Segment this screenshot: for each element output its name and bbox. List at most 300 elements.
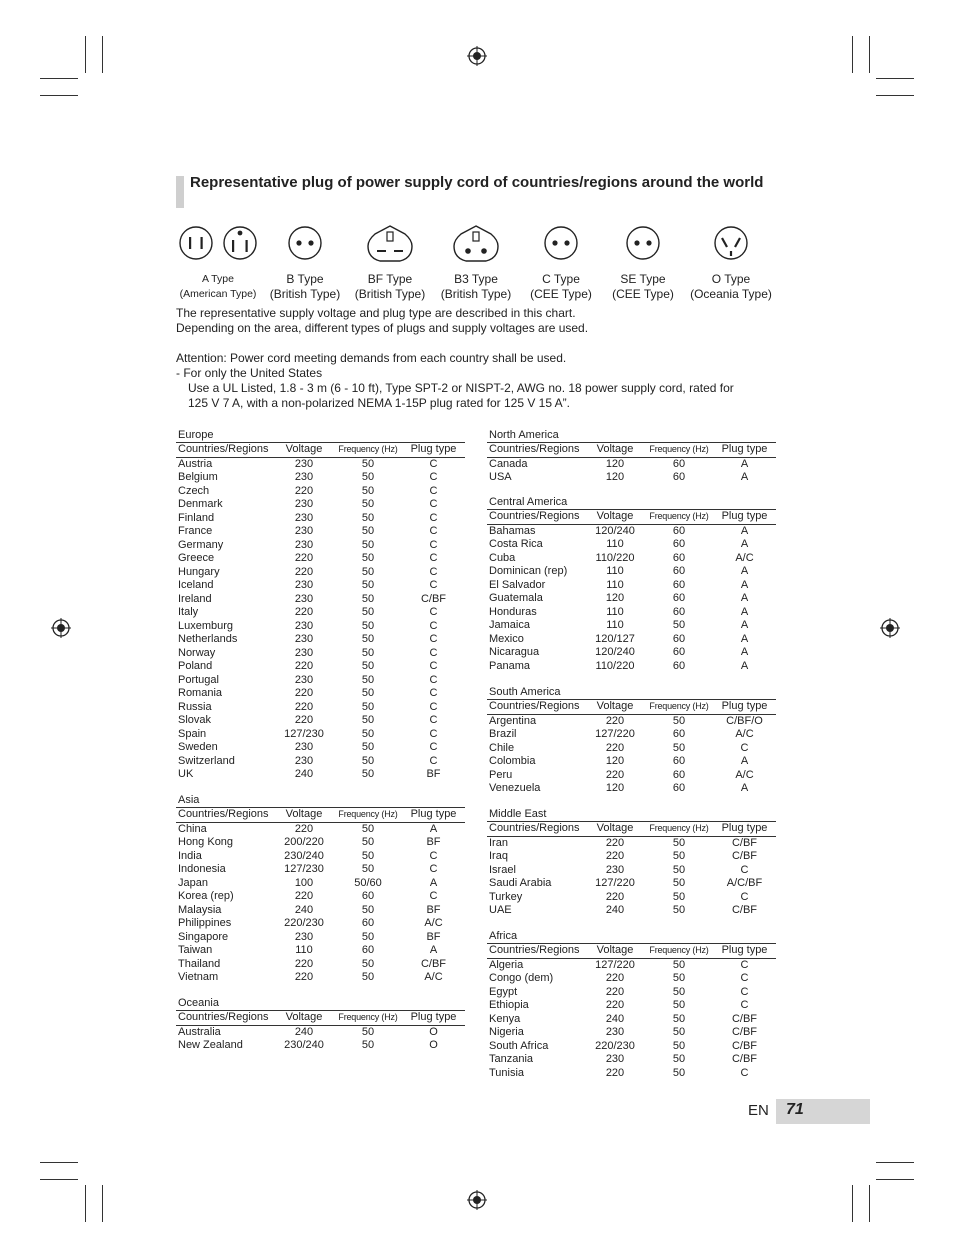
country-cell: Tunisia xyxy=(489,1066,525,1079)
header-country: Countries/Regions xyxy=(487,510,585,525)
plug-table xyxy=(176,1010,465,1053)
plug-type-cell: C xyxy=(429,538,438,551)
plug-c-sublabel: (CEE Type) xyxy=(530,287,592,301)
plug-type-cell: C/BF xyxy=(731,1026,758,1039)
section-africa xyxy=(487,930,776,1080)
frequency-cell: 60 xyxy=(361,890,375,903)
section-oceania xyxy=(176,997,465,1053)
table-row xyxy=(487,904,776,918)
attention-line: Attention: Power cord meeting demands from each country shall be used. xyxy=(176,351,567,365)
header-frequency: Frequency (Hz) xyxy=(645,822,713,837)
country-cell: India xyxy=(178,849,202,862)
frequency-cell: 50 xyxy=(361,930,375,943)
header-country: Countries/Regions xyxy=(176,808,274,823)
registration-mark-icon xyxy=(467,1190,487,1210)
plug-se-sublabel: (CEE Type) xyxy=(612,287,674,301)
country-cell: Japan xyxy=(178,876,208,889)
frequency-cell: 50 xyxy=(361,903,375,916)
table-row xyxy=(176,701,465,715)
header-plug-type: Plug type xyxy=(402,1011,465,1026)
plug-se-icon xyxy=(623,224,663,264)
voltage-cell: 220 xyxy=(294,687,314,700)
frequency-cell: 50 xyxy=(361,484,375,497)
voltage-cell: 220 xyxy=(605,972,625,985)
frequency-cell: 50 xyxy=(361,592,375,605)
voltage-cell: 220 xyxy=(294,714,314,727)
table-header xyxy=(176,808,465,823)
header-frequency: Frequency (Hz) xyxy=(645,443,713,458)
table-row xyxy=(176,890,465,904)
frequency-cell: 60 xyxy=(672,524,686,537)
frequency-cell: 50 xyxy=(361,687,375,700)
header-country: Countries/Regions xyxy=(487,822,585,837)
plug-type-cell: A xyxy=(429,822,438,835)
header-plug-type: Plug type xyxy=(713,700,776,715)
country-cell: Indonesia xyxy=(178,863,226,876)
country-cell: Algeria xyxy=(489,958,524,971)
plug-type-cell: A/C xyxy=(735,551,754,564)
table-row xyxy=(176,755,465,769)
header-voltage: Voltage xyxy=(274,1011,334,1026)
section-south-america xyxy=(487,686,776,796)
header-frequency: Frequency (Hz) xyxy=(645,510,713,525)
country-cell: Argentina xyxy=(489,714,537,727)
frequency-cell: 60 xyxy=(672,755,686,768)
voltage-cell: 230 xyxy=(294,619,314,632)
frequency-cell: 50 xyxy=(672,958,686,971)
voltage-cell: 120 xyxy=(605,457,625,470)
country-cell: Philippines xyxy=(178,917,232,930)
country-cell: Vietnam xyxy=(178,971,219,984)
table-row xyxy=(487,1026,776,1040)
country-cell: El Salvador xyxy=(489,578,546,591)
frequency-cell: 50 xyxy=(672,1066,686,1079)
plug-type-cell: BF xyxy=(426,903,441,916)
table-header xyxy=(487,700,776,715)
voltage-cell: 230 xyxy=(294,511,314,524)
voltage-cell: 220/230 xyxy=(595,1039,635,1052)
table-row xyxy=(176,552,465,566)
country-cell: Spain xyxy=(178,727,207,740)
table-row xyxy=(176,931,465,945)
voltage-cell: 220/230 xyxy=(284,917,324,930)
voltage-cell: 220 xyxy=(605,985,625,998)
plug-b-icon xyxy=(285,224,325,264)
country-cell: Iceland xyxy=(178,579,214,592)
plug-type-cell: A xyxy=(429,876,438,889)
frequency-cell: 60 xyxy=(672,659,686,672)
plug-b3-label: B3 Type xyxy=(454,272,498,286)
plug-type-cell: C/BF xyxy=(731,1012,758,1025)
header-frequency: Frequency (Hz) xyxy=(645,700,713,715)
table-row xyxy=(176,512,465,526)
table-row xyxy=(487,538,776,552)
plug-type-cell: C xyxy=(429,498,438,511)
plug-type-cell: C xyxy=(740,1066,749,1079)
frequency-cell: 50 xyxy=(361,525,375,538)
voltage-cell: 120/240 xyxy=(595,524,635,537)
frequency-cell: 50 xyxy=(361,1025,375,1038)
header-plug-type: Plug type xyxy=(713,443,776,458)
frequency-cell: 50 xyxy=(672,1039,686,1052)
voltage-cell: 220 xyxy=(605,836,625,849)
table-row xyxy=(176,741,465,755)
section-central-america xyxy=(487,496,776,673)
frequency-cell: 50 xyxy=(361,619,375,632)
table-row xyxy=(487,1053,776,1067)
header-plug-type: Plug type xyxy=(402,808,465,823)
table-row xyxy=(176,850,465,864)
plug-type-cell: C xyxy=(429,849,438,862)
table-header xyxy=(487,822,776,837)
voltage-cell: 220 xyxy=(294,822,314,835)
plug-type-cell: C xyxy=(429,457,438,470)
plug-type-cell: A xyxy=(740,755,749,768)
intro-line: Depending on the area, different types of plugs and supply voltages are used. xyxy=(176,321,589,335)
plug-type-cell: C xyxy=(429,741,438,754)
plug-c-icon xyxy=(541,224,581,264)
table-row xyxy=(176,457,465,471)
country-cell: Czech xyxy=(178,484,210,497)
plug-c-label: C Type xyxy=(542,272,580,286)
country-cell: Honduras xyxy=(489,605,537,618)
voltage-cell: 220 xyxy=(294,606,314,619)
plug-type-cell: C/BF xyxy=(731,836,758,849)
voltage-cell: 120/240 xyxy=(595,646,635,659)
voltage-cell: 127/220 xyxy=(595,728,635,741)
plug-type-cell: C xyxy=(740,972,749,985)
plug-table xyxy=(176,442,465,782)
voltage-cell: 127/230 xyxy=(284,863,324,876)
section-asia xyxy=(176,794,465,985)
country-cell: Italy xyxy=(178,606,199,619)
table-row xyxy=(176,714,465,728)
country-cell: Chile xyxy=(489,741,515,754)
plug-type-cell: C xyxy=(429,511,438,524)
country-cell: Romania xyxy=(178,687,223,700)
attention-line: 125 V 7 A, with a non-polarized NEMA 1-15P plug rated for 125 V 15 A”. xyxy=(188,396,571,410)
plug-type-cell: C xyxy=(429,606,438,619)
plug-table xyxy=(487,821,776,918)
table-row xyxy=(487,592,776,606)
country-cell: Singapore xyxy=(178,930,229,943)
section-name: Europe xyxy=(178,429,214,441)
country-cell: Denmark xyxy=(178,498,223,511)
table-row xyxy=(487,1067,776,1081)
plug-type-cell: A/C/BF xyxy=(726,877,763,890)
plug-type-cell: A xyxy=(740,471,749,484)
country-cell: Australia xyxy=(178,1025,221,1038)
frequency-cell: 60 xyxy=(672,728,686,741)
voltage-cell: 127/230 xyxy=(284,727,324,740)
voltage-cell: 230 xyxy=(294,741,314,754)
frequency-cell: 50 xyxy=(361,727,375,740)
intro-line: The representative supply voltage and plug type are described in this chart. xyxy=(176,306,576,320)
country-cell: Costa Rica xyxy=(489,538,543,551)
plug-o xyxy=(684,224,778,302)
plug-type-cell: C/BF xyxy=(731,1039,758,1052)
voltage-cell: 220 xyxy=(294,971,314,984)
table-row xyxy=(176,660,465,674)
plug-type-cell: C xyxy=(429,633,438,646)
country-cell: Nicaragua xyxy=(489,646,540,659)
frequency-cell: 50 xyxy=(672,999,686,1012)
plug-type-cell: A/C xyxy=(735,768,754,781)
frequency-cell: 50 xyxy=(361,863,375,876)
section-name: North America xyxy=(489,429,559,441)
voltage-cell: 230 xyxy=(605,1026,625,1039)
voltage-cell: 220 xyxy=(294,484,314,497)
voltage-cell: 230 xyxy=(294,673,314,686)
voltage-cell: 220 xyxy=(294,660,314,673)
table-row xyxy=(487,1013,776,1027)
header-voltage: Voltage xyxy=(585,822,645,837)
country-cell: Jamaica xyxy=(489,619,530,632)
plug-type-cell: A xyxy=(740,524,749,537)
plug-type-cell: C xyxy=(740,999,749,1012)
voltage-cell: 230 xyxy=(294,525,314,538)
country-cell: Taiwan xyxy=(178,944,213,957)
frequency-cell: 50 xyxy=(361,768,375,781)
table-row xyxy=(487,850,776,864)
table-row xyxy=(487,552,776,566)
frequency-cell: 60 xyxy=(672,457,686,470)
table-row xyxy=(176,620,465,634)
table-header xyxy=(487,443,776,458)
attention-line: - For only the United States xyxy=(176,366,323,380)
table-row xyxy=(176,971,465,985)
table-row xyxy=(176,485,465,499)
table-row xyxy=(176,566,465,580)
plug-table xyxy=(487,509,776,673)
header-frequency: Frequency (Hz) xyxy=(334,443,402,458)
plug-se-label: SE Type xyxy=(620,272,666,286)
plug-a-label: A Type xyxy=(202,273,234,285)
country-cell: Greece xyxy=(178,552,215,565)
plug-type-cell: C xyxy=(429,471,438,484)
table-row xyxy=(176,822,465,836)
country-cell: Cuba xyxy=(489,551,516,564)
frequency-cell: 50 xyxy=(361,714,375,727)
section-name: Central America xyxy=(489,496,568,508)
header-voltage: Voltage xyxy=(274,443,334,458)
voltage-cell: 120 xyxy=(605,755,625,768)
plug-type-cell: C xyxy=(429,754,438,767)
voltage-cell: 220 xyxy=(294,700,314,713)
plug-type-cell: C xyxy=(429,525,438,538)
frequency-cell: 60 xyxy=(361,917,375,930)
table-row xyxy=(487,646,776,660)
plug-o-sublabel: (Oceania Type) xyxy=(690,287,772,301)
voltage-cell: 230 xyxy=(294,930,314,943)
header-country: Countries/Regions xyxy=(176,443,274,458)
frequency-cell: 50 xyxy=(361,633,375,646)
voltage-cell: 127/220 xyxy=(595,958,635,971)
header-frequency: Frequency (Hz) xyxy=(334,1011,402,1026)
table-row xyxy=(487,742,776,756)
table-row xyxy=(176,579,465,593)
frequency-cell: 50 xyxy=(672,850,686,863)
country-cell: Netherlands xyxy=(178,633,238,646)
header-country: Countries/Regions xyxy=(487,944,585,959)
table-row xyxy=(176,836,465,850)
plug-type-cell: C/BF xyxy=(731,850,758,863)
page-number: 71 xyxy=(786,1101,804,1118)
frequency-cell: 60 xyxy=(672,646,686,659)
plug-type-cell: C/BF xyxy=(420,957,447,970)
plug-type-cell: O xyxy=(429,1025,438,1038)
table-row xyxy=(487,457,776,471)
voltage-cell: 220 xyxy=(605,999,625,1012)
header-voltage: Voltage xyxy=(585,443,645,458)
country-cell: Slovak xyxy=(178,714,212,727)
frequency-cell: 50 xyxy=(672,890,686,903)
country-cell: China xyxy=(178,822,207,835)
section-name: South America xyxy=(489,686,561,698)
plug-type-cell: C xyxy=(429,673,438,686)
frequency-cell: 60 xyxy=(672,768,686,781)
voltage-cell: 220 xyxy=(605,714,625,727)
frequency-cell: 60 xyxy=(672,782,686,795)
voltage-cell: 220 xyxy=(294,957,314,970)
frequency-cell: 50 xyxy=(361,849,375,862)
plug-type-cell: A xyxy=(740,565,749,578)
plug-type-cell: C xyxy=(429,700,438,713)
frequency-cell: 50 xyxy=(361,700,375,713)
plug-type-cell: A/C xyxy=(424,917,443,930)
voltage-cell: 220 xyxy=(605,1066,625,1079)
plug-type-cell: C xyxy=(429,727,438,740)
plug-b3-icon xyxy=(451,224,501,264)
frequency-cell: 50 xyxy=(361,457,375,470)
plug-b-sublabel: (British Type) xyxy=(269,287,341,301)
voltage-cell: 110 xyxy=(606,578,624,591)
table-row xyxy=(487,524,776,538)
table-row xyxy=(176,593,465,607)
plug-o-icon xyxy=(711,224,751,264)
frequency-cell: 60 xyxy=(672,632,686,645)
plug-type-cell: C xyxy=(429,863,438,876)
country-cell: South Africa xyxy=(489,1039,549,1052)
country-cell: Ethiopia xyxy=(489,999,529,1012)
voltage-cell: 240 xyxy=(294,768,314,781)
table-row xyxy=(176,768,465,782)
table-row xyxy=(176,1025,465,1039)
country-cell: Sweden xyxy=(178,741,218,754)
table-row xyxy=(487,633,776,647)
country-cell: Korea (rep) xyxy=(178,890,234,903)
plug-type-cell: A xyxy=(740,782,749,795)
table-row xyxy=(176,498,465,512)
country-cell: Switzerland xyxy=(178,754,235,767)
country-cell: UK xyxy=(178,768,194,781)
voltage-cell: 240 xyxy=(605,904,625,917)
language-label: EN xyxy=(748,1102,769,1119)
country-cell: Austria xyxy=(178,457,213,470)
country-cell: Thailand xyxy=(178,957,221,970)
plug-type-cell: C xyxy=(429,579,438,592)
country-cell: Peru xyxy=(489,768,513,781)
plug-type-cell: A/C xyxy=(424,971,443,984)
frequency-cell: 50 xyxy=(361,606,375,619)
table-row xyxy=(176,904,465,918)
table-row xyxy=(487,782,776,796)
country-cell: Dominican (rep) xyxy=(489,565,568,578)
country-cell: Israel xyxy=(489,863,516,876)
plug-a xyxy=(172,224,264,302)
table-row xyxy=(487,660,776,674)
plug-type-cell: C xyxy=(429,714,438,727)
plug-type-cell: C xyxy=(740,890,749,903)
frequency-cell: 50 xyxy=(361,741,375,754)
table-row xyxy=(176,471,465,485)
plug-table xyxy=(487,699,776,796)
header-plug-type: Plug type xyxy=(713,510,776,525)
table-row xyxy=(176,1039,465,1053)
plug-b3-sublabel: (British Type) xyxy=(440,287,512,301)
header-voltage: Voltage xyxy=(274,808,334,823)
plug-bf xyxy=(350,224,430,302)
plug-a-icon xyxy=(178,224,258,264)
country-cell: Russia xyxy=(178,700,212,713)
frequency-cell: 50/60 xyxy=(354,876,382,889)
plug-table xyxy=(176,807,465,985)
plug-bf-label: BF Type xyxy=(367,272,413,286)
table-row xyxy=(487,755,776,769)
section-north-america xyxy=(487,429,776,485)
frequency-cell: 50 xyxy=(361,565,375,578)
country-cell: Ireland xyxy=(178,592,212,605)
frequency-cell: 60 xyxy=(672,578,686,591)
table-row xyxy=(487,714,776,728)
table-header xyxy=(176,443,465,458)
country-cell: Nigeria xyxy=(489,1026,524,1039)
frequency-cell: 50 xyxy=(361,754,375,767)
plug-type-cell: BF xyxy=(426,768,441,781)
table-header xyxy=(487,944,776,959)
country-cell: Turkey xyxy=(489,890,523,903)
plug-type-cell: A xyxy=(740,619,749,632)
voltage-cell: 230 xyxy=(605,863,625,876)
table-row xyxy=(176,647,465,661)
voltage-cell: 230 xyxy=(294,471,314,484)
country-cell: Germany xyxy=(178,538,224,551)
table-row xyxy=(487,836,776,850)
plug-type-cell: BF xyxy=(426,930,441,943)
frequency-cell: 50 xyxy=(361,836,375,849)
country-cell: Mexico xyxy=(489,632,524,645)
frequency-cell: 50 xyxy=(361,673,375,686)
frequency-cell: 50 xyxy=(361,822,375,835)
country-cell: Saudi Arabia xyxy=(489,877,552,890)
plug-type-cell: C xyxy=(429,687,438,700)
frequency-cell: 50 xyxy=(361,471,375,484)
header-voltage: Voltage xyxy=(585,510,645,525)
country-cell: Tanzania xyxy=(489,1053,534,1066)
header-plug-type: Plug type xyxy=(713,822,776,837)
section-name: Africa xyxy=(489,930,518,942)
country-cell: Portugal xyxy=(178,673,219,686)
frequency-cell: 50 xyxy=(672,863,686,876)
country-cell: Brazil xyxy=(489,728,517,741)
table-header xyxy=(487,510,776,525)
voltage-cell: 220 xyxy=(294,890,314,903)
country-cell: Egypt xyxy=(489,985,518,998)
table-row xyxy=(487,619,776,633)
voltage-cell: 220 xyxy=(605,741,625,754)
table-row xyxy=(487,999,776,1013)
plug-bf-icon xyxy=(365,224,415,264)
